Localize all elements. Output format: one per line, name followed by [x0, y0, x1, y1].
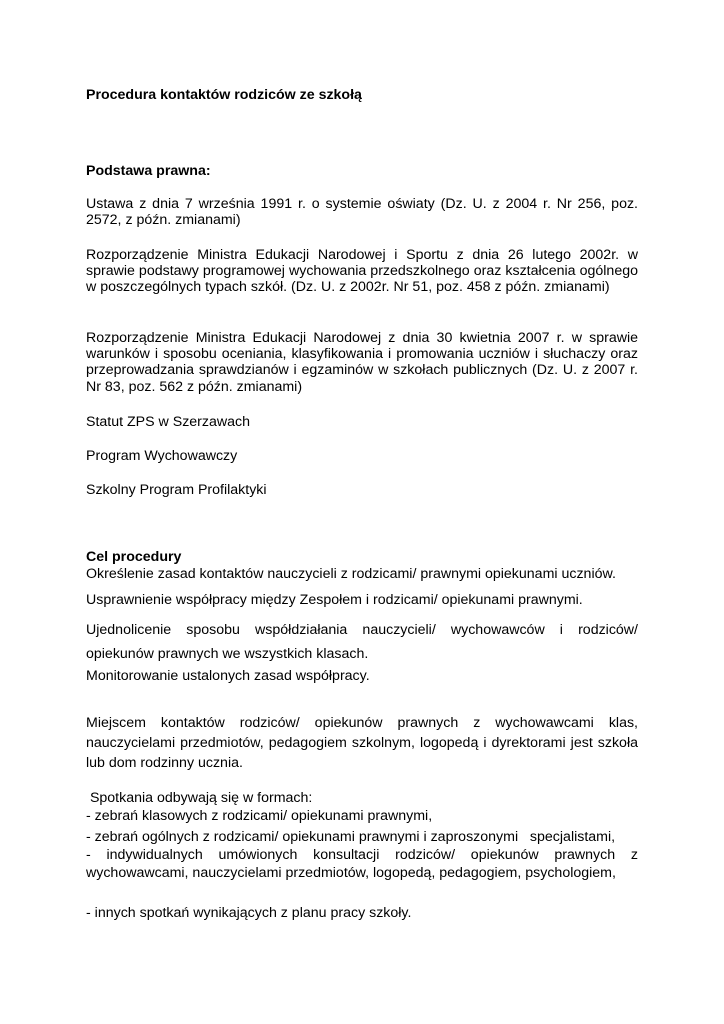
legal-basis-item: Ustawa z dnia 7 września 1991 r. o systemie oświaty (Dz. U. z 2004 r. Nr 256, poz. 2572, z późn. zmianami) [86, 196, 638, 229]
purpose-item: Ujednolicenie sposobu współdziałania nauczycieli/ wychowawców i rodziców/ opiekunów prawnych we wszystkich klasach. [86, 622, 638, 662]
meetings-list-item: - indywidualnych umówionych konsultacji rodziców/ opiekunów prawnych z wychowawcami, nauczycielami przedmiotów, logopedą, pedagogiem, psychologiem, [86, 847, 638, 881]
meetings-list-item: - innych spotkań wynikających z planu pracy szkoły. [86, 905, 412, 921]
purpose-item: Określenie zasad kontaktów nauczycieli z rodzicami/ prawnymi opiekunami uczniów. [86, 566, 616, 582]
contact-place-paragraph: Miejscem kontaktów rodziców/ opiekunów prawnych z wychowawcami klas, nauczycielami przedmiotów, pedagogiem szkolnym, logopedą i dyrektorami jest szkoła lub dom rodzinny ucznia. [86, 715, 638, 771]
purpose-item: Monitorowanie ustalonych zasad współpracy. [86, 668, 370, 684]
meetings-intro: Spotkania odbywają się w formach: [86, 790, 313, 806]
legal-basis-item: Szkolny Program Profilaktyki [86, 482, 267, 498]
legal-basis-item: Program Wychowawczy [86, 448, 238, 464]
meetings-list-item: - zebrań klasowych z rodzicami/ opiekunami prawnymi, [86, 808, 433, 824]
meetings-list-item: - zebrań ogólnych z rodzicami/ opiekunami prawnymi i zaproszonymi specjalistami, [86, 829, 616, 845]
purpose-heading: Cel procedury [86, 549, 182, 565]
legal-basis-heading: Podstawa prawna: [86, 163, 211, 179]
legal-basis-item: Rozporządzenie Ministra Edukacji Narodowej z dnia 30 kwietnia 2007 r. w sprawie warunków i sposobu oceniania, klasyfikowania i promowania uczniów i słuchaczy oraz przeprowadzania sprawdzianów i egzaminów w szkołach publicznych (Dz. U. z 2007 r. Nr 83, poz. 562 z późn. zmianami) [86, 330, 638, 395]
legal-basis-item: Rozporządzenie Ministra Edukacji Narodowej i Sportu z dnia 26 lutego 2002r. w sprawie podstawy programowej wychowania przedszkolnego oraz kształcenia ogólnego w poszczególnych typach szkół. (Dz. U. z 2002r. Nr 51, poz. 458 z późn. zmianami) [86, 247, 638, 296]
document-title: Procedura kontaktów rodziców ze szkołą [86, 87, 362, 103]
purpose-item: Usprawnienie współpracy między Zespołem i rodzicami/ opiekunami prawnymi. [86, 592, 583, 608]
legal-basis-item: Statut ZPS w Szerzawach [86, 414, 251, 430]
